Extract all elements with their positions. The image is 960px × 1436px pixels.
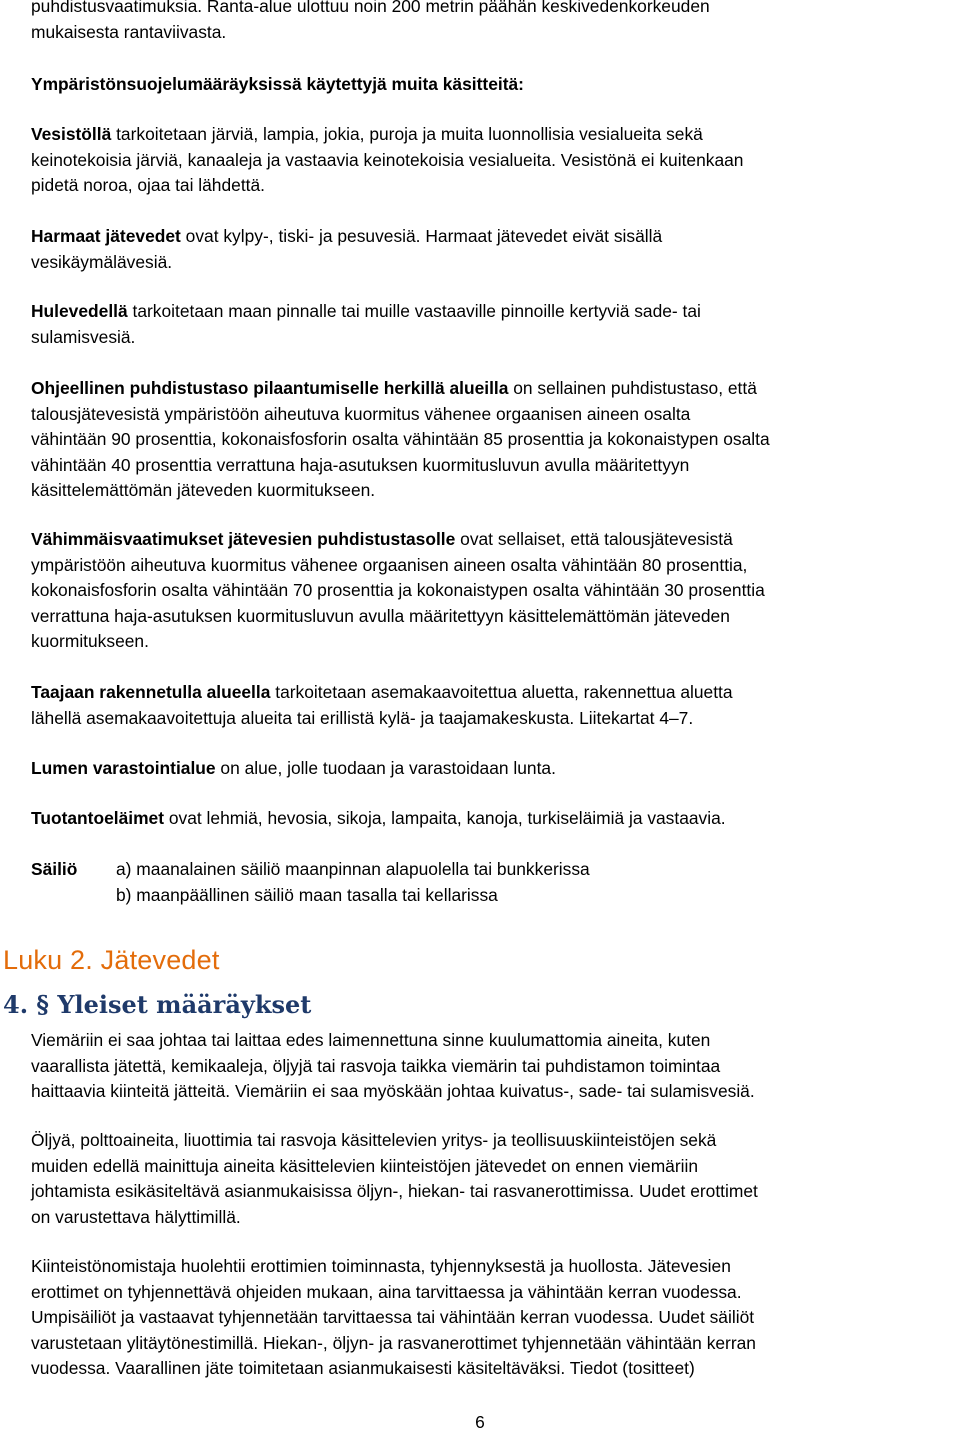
text-line: puhdistusvaatimuksia. Ranta-alue ulottuu noin 200 metrin päähän keskivedenkorkeuden xyxy=(31,0,710,16)
text-line: ovat sellaiset, että talousjätevesistä xyxy=(455,529,733,549)
text-line: lähellä asemakaavoitettuja alueita tai erillistä kylä- ja taajamakeskusta. Liitekartat 4–7. xyxy=(31,707,694,728)
definition-lumen xyxy=(31,756,956,782)
text-line: vesikäymälävesiä. xyxy=(31,251,173,272)
text-line: vähintään 40 prosenttia verrattuna haja-asutuksen kuormitusluvun avulla määritettyyn xyxy=(31,454,690,475)
intro-paragraph xyxy=(31,0,956,45)
text-line: talousjätevesistä ympäristöön aiheutuva kuormitus vähenee orgaanisen aineen osalta xyxy=(31,403,691,424)
section-heading: 4. § Yleiset määräykset xyxy=(3,990,312,1019)
term: Tuotantoeläimet xyxy=(31,808,165,828)
term: Säiliö xyxy=(31,859,78,879)
term: Taajaan rakennetulla alueella xyxy=(31,682,271,702)
term: Harmaat jätevedet xyxy=(31,226,181,246)
text-line: muiden edellä mainittuja aineita käsittelevien kiinteistöjen jätevedet on ennen viemäriin xyxy=(31,1155,699,1176)
term: Vähimmäisvaatimukset jätevesien puhdistustasolle xyxy=(31,529,456,549)
definition-vahimmais xyxy=(31,527,956,655)
text-line: Kiinteistönomistaja huolehtii erottimien toiminnasta, tyhjennyksestä ja huollosta. Jätevesien xyxy=(31,1256,731,1276)
paragraph xyxy=(31,1254,956,1382)
text-line: keinotekoisia järviä, kanaaleja ja vastaavia keinotekoisia vesialueita. Vesistönä ei kuitenkaan xyxy=(31,149,744,170)
text-line: on alue, jolle tuodaan ja varastoidaan lunta. xyxy=(215,758,556,778)
text-line: haittaavia kiinteitä jätteitä. Viemäriin ei saa myöskään johtaa kuivatus-, sade- tai sulamisvesiä. xyxy=(31,1081,755,1102)
text-line: on varustettava hälyttimillä. xyxy=(31,1206,241,1227)
chapter-heading: Luku 2. Jätevedet xyxy=(3,945,220,975)
text-line: johtamista esikäsiteltävä asianmukaisissa öljyn-, hiekan- tai rasvanerottimissa. Uudet erottimet xyxy=(31,1181,758,1202)
text-line: ovat lehmiä, hevosia, sikoja, lampaita, kanoja, turkiseläimiä ja vastaavia. xyxy=(164,808,726,828)
text-line: sulamisvesiä. xyxy=(31,326,136,347)
page-number: 6 xyxy=(475,1412,485,1432)
text-line: on sellainen puhdistustaso, että xyxy=(508,378,757,398)
text-line: kuormitukseen. xyxy=(31,631,149,652)
text-line: erottimet on tyhjennettävä ohjeiden mukaan, aina tarvittaessa ja vähintään kerran vuodessa. xyxy=(31,1281,742,1302)
term: Hulevedellä xyxy=(31,301,128,321)
text-line: ympäristöön aiheutuva kuormitus vähenee orgaanisen aineen osalta vähintään 80 prosenttia, xyxy=(31,554,748,575)
term: Lumen varastointialue xyxy=(31,758,216,778)
definition-hulevesi xyxy=(31,299,956,350)
text-line: käsittelemättömän jäteveden kuormitukseen. xyxy=(31,480,376,501)
text-line: Öljyä, polttoaineita, liuottimia tai rasvoja käsittelevien yritys- ja teollisuuskiinteistöjen sekä xyxy=(31,1130,717,1150)
text-line: tarkoitetaan maan pinnalle tai muille vastaaville pinnoille kertyviä sade- tai xyxy=(127,301,701,321)
definition-vesisto xyxy=(31,122,956,199)
paragraph xyxy=(31,1128,956,1230)
definition-tuotanto xyxy=(31,806,956,832)
text-line: varustetaan ylitäytönestimillä. Hiekan-, öljyn- ja rasvanerottimet tyhjennetään vähintään kerran xyxy=(31,1332,756,1353)
definition-ohjeellinen xyxy=(31,376,956,504)
text-line: Umpisäiliöt ja vastaavat tyhjennetään tarvittaessa tai vähintään kerran vuodessa. Uudet säiliöt xyxy=(31,1307,755,1328)
silio-list xyxy=(116,857,916,908)
text-line: vaarallista jätettä, kemikaaleja, öljyjä tai rasvoja taikka viemärin tai puhdistamon toimintaa xyxy=(31,1055,721,1076)
text-line: pidetä noroa, ojaa tai lähdettä. xyxy=(31,175,265,196)
term: Vesistöllä xyxy=(31,124,112,144)
definition-harmaat xyxy=(31,224,956,275)
text-line: tarkoitetaan järviä, lampia, jokia, puroja ja muita luonnollisia vesialueita sekä xyxy=(111,124,703,144)
text-line: Viemäriin ei saa johtaa tai laittaa edes laimennettuna sinne kuulumattomia aineita, kuten xyxy=(31,1030,711,1050)
text-line: ovat kylpy-, tiski- ja pesuvesiä. Harmaat jätevedet eivät sisällä xyxy=(180,226,663,246)
text-line: verrattuna haja-asutuksen kuormitusluvun avulla määritettyyn käsittelemättömän jäteveden xyxy=(31,605,730,626)
text-line: kokonaisfosforin osalta vähintään 70 prosenttia ja kokonaistypen osalta vähintään 30 prosenttia xyxy=(31,580,765,601)
text-line: mukaisesta rantaviivasta. xyxy=(31,21,227,42)
text-line: vuodessa. Vaarallinen jäte toimitetaan asianmukaisesti käsiteltäväksi. Tiedot (tositteet) xyxy=(31,1358,695,1379)
definitions-heading: Ympäristönsuojelumääräyksissä käytettyjä muita käsitteitä: xyxy=(31,74,524,94)
term: Ohjeellinen puhdistustaso pilaantumiselle herkillä alueilla xyxy=(31,378,509,398)
paragraph xyxy=(31,1028,956,1105)
definition-taajaan xyxy=(31,680,956,731)
list-item: a) maanalainen säiliö maanpinnan alapuolella tai bunkkerissa xyxy=(116,859,590,879)
text-line: vähintään 90 prosenttia, kokonaisfosforin osalta vähintään 85 prosenttia ja kokonaistypen osalta xyxy=(31,429,770,450)
list-item: b) maanpäällinen säiliö maan tasalla tai kellarissa xyxy=(116,884,498,905)
text-line: tarkoitetaan asemakaavoitettua aluetta, rakennettua aluetta xyxy=(270,682,733,702)
